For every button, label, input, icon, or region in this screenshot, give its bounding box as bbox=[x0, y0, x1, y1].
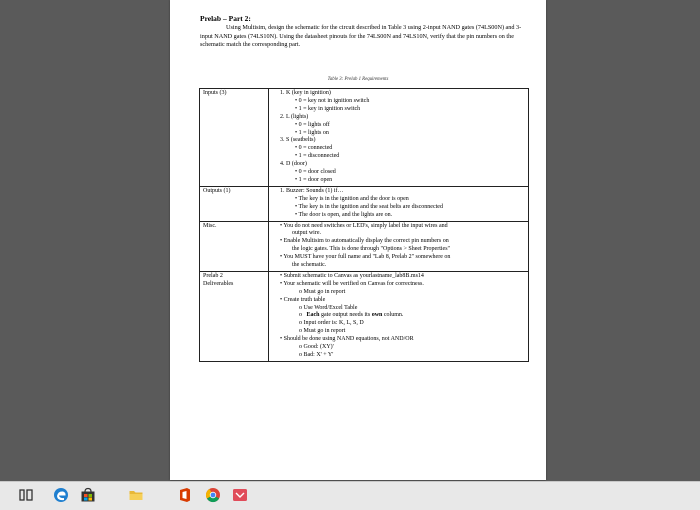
list-item: 1. K (key in ignition) bbox=[280, 90, 331, 96]
table-row bbox=[200, 89, 529, 187]
list-item: o Input order is: K, L, S, D bbox=[299, 320, 364, 327]
list-item: • 1 = key in ignition switch bbox=[295, 105, 361, 112]
list-item: o Bad: X' + Y' bbox=[299, 352, 334, 358]
table-row bbox=[200, 271, 529, 361]
table-row bbox=[200, 221, 529, 271]
row-label: Prelab 2 Deliverables bbox=[200, 271, 269, 361]
edge-icon[interactable] bbox=[53, 487, 69, 503]
intro-paragraph: Using Multisim, design the schematic for the circuit described in Table 3 using 2-input NAND gates (74LS00N) and 3-input NAND gates (74LS10N). Using the datasheet pinouts for the 74LS00N and 74LS10N, verify that the pin numbers on the schematic match the corresponding part. bbox=[200, 24, 522, 49]
list-item: • 1 = door open bbox=[295, 176, 333, 183]
store-icon[interactable] bbox=[80, 487, 96, 503]
row-label: Misc. bbox=[200, 221, 269, 271]
list-item: o Must go in report bbox=[299, 328, 346, 335]
list-item: • The key is in the ignition and the door is open bbox=[295, 195, 409, 202]
row-label: Outputs (1) bbox=[200, 186, 269, 221]
list-item: 1. Buzzer: Sounds (1) if… bbox=[280, 187, 344, 194]
inputs-cell bbox=[269, 89, 529, 187]
taskbar bbox=[0, 481, 700, 510]
outputs-cell bbox=[269, 186, 529, 221]
list-item: • You MUST have your full name and "Lab 8, Prelab 2" somewhere on bbox=[280, 254, 451, 261]
list-item: • Your schematic will be verified on Canvas for correctness. bbox=[280, 280, 424, 287]
list-item: • Create truth table bbox=[280, 296, 326, 303]
list-item: • The key is in the ignition and the seat belts are disconnected bbox=[295, 203, 443, 210]
task-view-icon[interactable] bbox=[18, 487, 34, 503]
list-item: • Submit schematic to Canvas as yourlastname_lab8B.ms14 bbox=[280, 272, 424, 279]
list-item: 3. S (seatbelts) bbox=[280, 137, 316, 144]
list-item: • 0 = connected bbox=[295, 145, 333, 152]
list-item: o Use Word/Excel Table bbox=[299, 304, 358, 311]
list-item: 4. D (door) bbox=[280, 161, 307, 168]
chrome-icon[interactable] bbox=[205, 487, 221, 503]
list-item: • Enable Multisim to automatically display the correct pin numbers on bbox=[280, 238, 449, 245]
list-item: the logic gates. This is done through "Options > Sheet Properties" bbox=[292, 246, 450, 253]
list-item: • You do not need switches or LED's, simply label the input wires and bbox=[280, 222, 448, 229]
document-page bbox=[170, 0, 546, 480]
list-item: • 0 = lights off bbox=[295, 121, 330, 128]
list-item: o Good: (XY)' bbox=[299, 344, 334, 351]
list-item: o Must go in report bbox=[299, 288, 346, 295]
office-icon[interactable] bbox=[177, 487, 193, 503]
list-item: • 0 = key not in ignition switch bbox=[295, 97, 370, 104]
deliverables-cell bbox=[269, 271, 529, 361]
list-item: o Each gate output needs its own column. bbox=[299, 312, 404, 319]
row-label: Inputs (3) bbox=[200, 89, 269, 187]
list-item: the schematic. bbox=[292, 262, 327, 269]
mail-icon[interactable] bbox=[232, 487, 248, 503]
list-item: • 1 = lights on bbox=[295, 129, 329, 136]
list-item: output wire. bbox=[292, 230, 321, 237]
list-item: 2. L (lights) bbox=[280, 113, 309, 120]
list-item: • 1 = disconnected bbox=[295, 153, 340, 160]
table-row bbox=[200, 186, 529, 221]
list-item: • 0 = door closed bbox=[295, 169, 336, 176]
file-explorer-icon[interactable] bbox=[128, 487, 144, 503]
table-caption: Table 3: Prelab 1 Requirements bbox=[327, 77, 389, 82]
misc-cell bbox=[269, 221, 529, 271]
list-item: • Should be done using NAND equations, not AND/OR bbox=[280, 336, 414, 343]
requirements-table bbox=[199, 88, 529, 362]
list-item: • The door is open, and the lights are on. bbox=[295, 211, 393, 218]
section-heading: Prelab – Part 2: bbox=[200, 14, 251, 23]
